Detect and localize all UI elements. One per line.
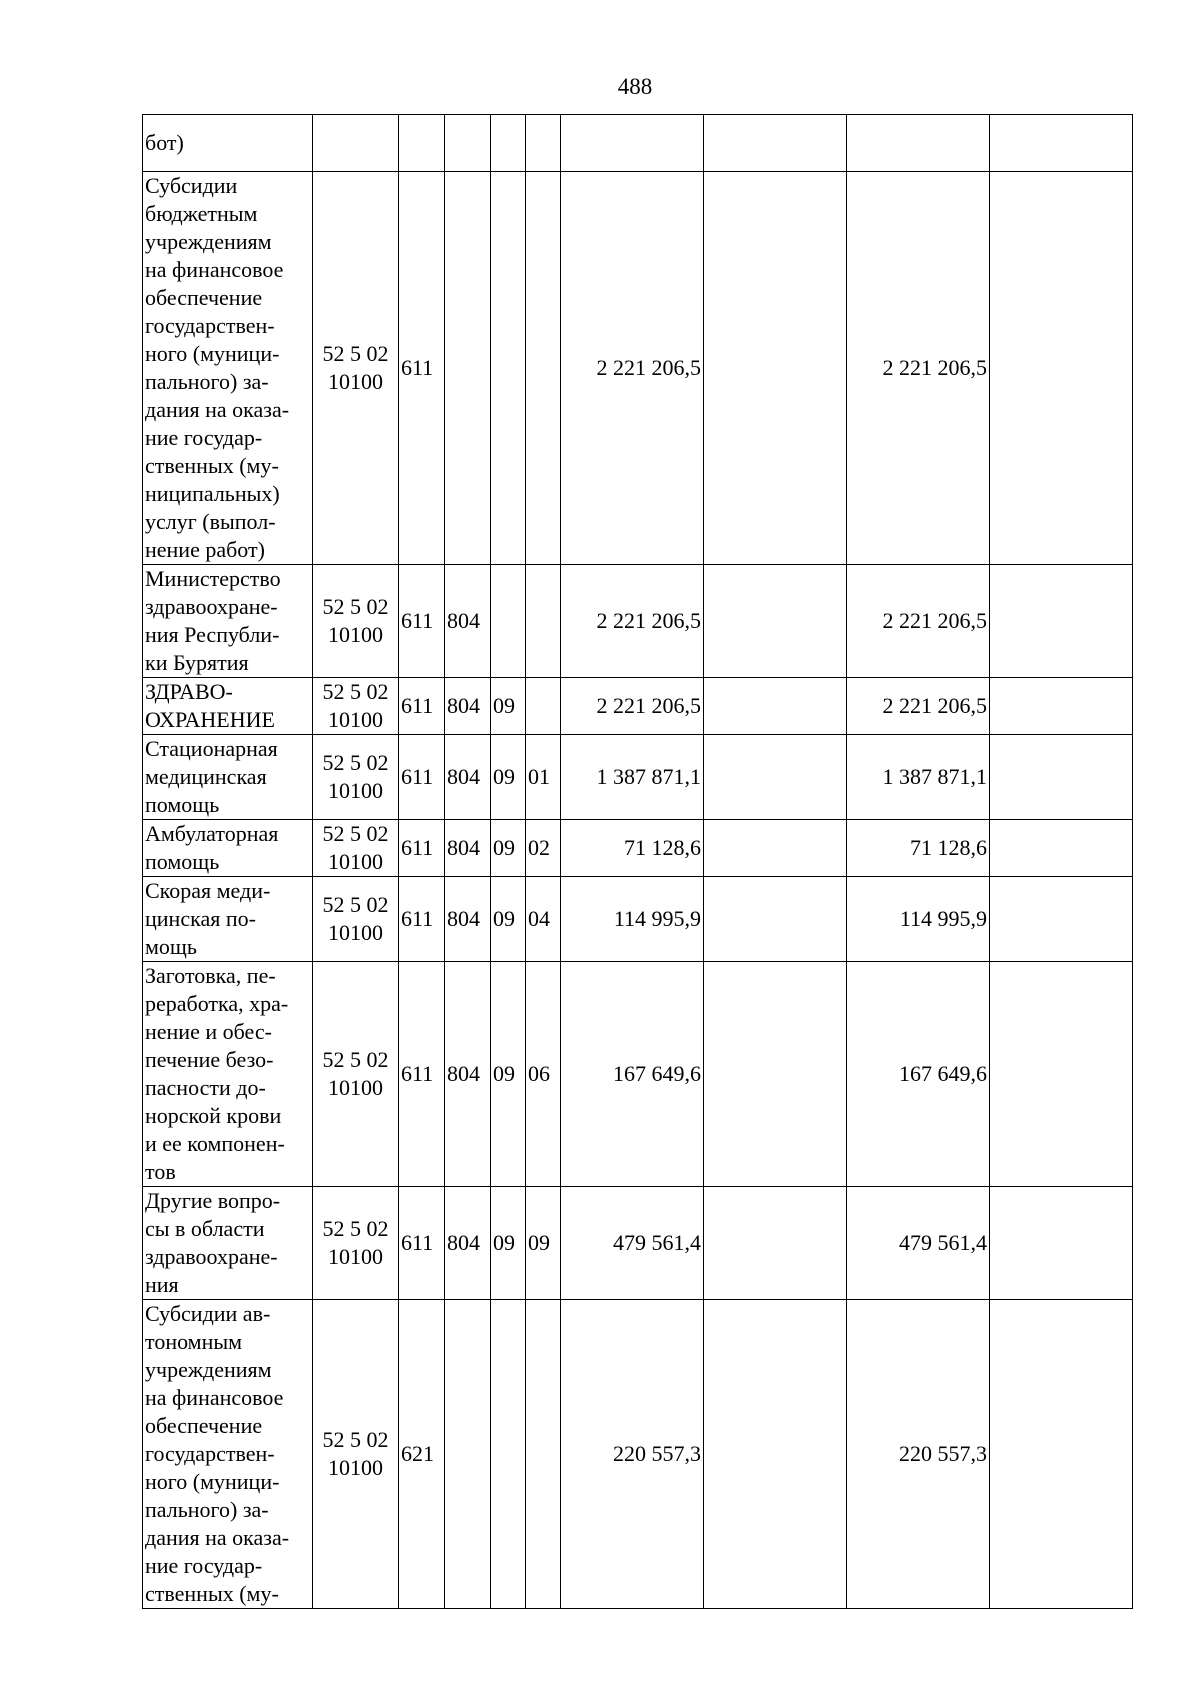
- row-name-line: помощь: [145, 849, 220, 874]
- budget-table: [142, 114, 1133, 1609]
- subsection-cell: [526, 172, 561, 565]
- federal-amount-cell: [704, 565, 847, 678]
- section-cell: [491, 565, 526, 678]
- expense-type-cell: 611: [399, 678, 445, 735]
- total-amount-cell: [561, 115, 704, 172]
- row-name-line: Субсидии ав-: [145, 1301, 271, 1326]
- extra-amount-cell: [990, 1300, 1133, 1609]
- row-name-cell: [143, 172, 313, 565]
- target-article-cell: [313, 115, 399, 172]
- row-name-line: пального) за-: [145, 369, 269, 394]
- row-name-line: государствен-: [145, 1441, 275, 1466]
- extra-amount-cell: [990, 962, 1133, 1187]
- row-name-line: ственных (му-: [145, 1581, 279, 1606]
- federal-amount-cell: [704, 172, 847, 565]
- table-row: [143, 735, 1133, 820]
- ministry-code-cell: 804: [445, 962, 491, 1187]
- row-name-line: ного (муници-: [145, 1469, 280, 1494]
- subsection-cell: [526, 115, 561, 172]
- row-name-line: услуг (выпол-: [145, 509, 276, 534]
- target-article-line: 52 5 02: [322, 341, 389, 366]
- subsection-cell: 09: [526, 1187, 561, 1300]
- expense-type-cell: 611: [399, 565, 445, 678]
- row-name-line: тов: [145, 1159, 176, 1184]
- row-name-cell: [143, 877, 313, 962]
- row-name-line: ного (муници-: [145, 341, 280, 366]
- section-cell: 09: [491, 1187, 526, 1300]
- row-name-line: обеспечение: [145, 285, 263, 310]
- total-amount-cell: 1 387 871,1: [561, 735, 704, 820]
- extra-amount-cell: [990, 877, 1133, 962]
- section-cell: 09: [491, 820, 526, 877]
- extra-amount-cell: [990, 172, 1133, 565]
- subsection-cell: 04: [526, 877, 561, 962]
- table-row: [143, 877, 1133, 962]
- target-article-cell: [313, 565, 399, 678]
- row-name-line: ниципальных): [145, 481, 280, 506]
- row-name-line: Субсидии: [145, 173, 238, 198]
- total-amount-cell: 2 221 206,5: [561, 565, 704, 678]
- regional-amount-cell: [847, 115, 990, 172]
- row-name-line: нение работ): [145, 537, 265, 562]
- row-name-line: дания на оказа-: [145, 1525, 290, 1550]
- row-name-line: Скорая меди-: [145, 878, 271, 903]
- row-name-line: учреждениям: [145, 1357, 272, 1382]
- subsection-cell: 01: [526, 735, 561, 820]
- extra-amount-cell: [990, 565, 1133, 678]
- target-article-line: 10100: [328, 1244, 383, 1269]
- federal-amount-cell: [704, 820, 847, 877]
- regional-amount-cell: 2 221 206,5: [847, 172, 990, 565]
- federal-amount-cell: [704, 1187, 847, 1300]
- row-name-line: ние государ-: [145, 425, 263, 450]
- table-row: [143, 565, 1133, 678]
- target-article-line: 52 5 02: [322, 594, 389, 619]
- row-name-line: бюджетным: [145, 201, 258, 226]
- row-name-line: сы в области: [145, 1216, 265, 1241]
- federal-amount-cell: [704, 962, 847, 1187]
- table-row: [143, 1187, 1133, 1300]
- regional-amount-cell: 114 995,9: [847, 877, 990, 962]
- row-name-line: тономным: [145, 1329, 243, 1354]
- subsection-cell: 06: [526, 962, 561, 1187]
- ministry-code-cell: 804: [445, 565, 491, 678]
- row-name-line: здравоохране-: [145, 594, 278, 619]
- row-name-line: обеспечение: [145, 1413, 263, 1438]
- target-article-cell: [313, 172, 399, 565]
- section-cell: [491, 1300, 526, 1609]
- subsection-cell: [526, 678, 561, 735]
- target-article-cell: [313, 678, 399, 735]
- row-name-cell: [143, 678, 313, 735]
- target-article-line: 10100: [328, 1075, 383, 1100]
- row-name-line: мощь: [145, 934, 197, 959]
- target-article-cell: [313, 1187, 399, 1300]
- expense-type-cell: [399, 115, 445, 172]
- expense-type-cell: 611: [399, 172, 445, 565]
- section-cell: [491, 172, 526, 565]
- total-amount-cell: 220 557,3: [561, 1300, 704, 1609]
- row-name-line: цинская по-: [145, 906, 256, 931]
- federal-amount-cell: [704, 1300, 847, 1609]
- target-article-line: 52 5 02: [322, 679, 389, 704]
- extra-amount-cell: [990, 735, 1133, 820]
- ministry-code-cell: [445, 172, 491, 565]
- extra-amount-cell: [990, 820, 1133, 877]
- row-name-cell: [143, 115, 313, 172]
- regional-amount-cell: 220 557,3: [847, 1300, 990, 1609]
- table-row: [143, 820, 1133, 877]
- row-name-cell: [143, 1300, 313, 1609]
- row-name-line: Министерство: [145, 566, 281, 591]
- target-article-line: [315, 115, 396, 143]
- row-name-line: нение и обес-: [145, 1019, 272, 1044]
- regional-amount-cell: 167 649,6: [847, 962, 990, 1187]
- row-name-line: ственных (му-: [145, 453, 279, 478]
- total-amount-cell: 2 221 206,5: [561, 172, 704, 565]
- regional-amount-cell: 71 128,6: [847, 820, 990, 877]
- table-row: [143, 678, 1133, 735]
- subsection-cell: [526, 565, 561, 678]
- row-name-line: ЗДРАВО-: [145, 679, 233, 704]
- ministry-code-cell: 804: [445, 678, 491, 735]
- target-article-cell: [313, 1300, 399, 1609]
- row-name-line: и ее компонен-: [145, 1131, 285, 1156]
- row-name-line: государствен-: [145, 313, 275, 338]
- row-name-line: помощь: [145, 792, 220, 817]
- row-name-line: реработка, хра-: [145, 991, 289, 1016]
- expense-type-cell: 611: [399, 962, 445, 1187]
- row-name-line: медицинская: [145, 764, 267, 789]
- extra-amount-cell: [990, 115, 1133, 172]
- regional-amount-cell: 2 221 206,5: [847, 678, 990, 735]
- row-name-line: Другие вопро-: [145, 1188, 281, 1213]
- target-article-line: 10100: [328, 920, 383, 945]
- row-name-line: пального) за-: [145, 1497, 269, 1522]
- federal-amount-cell: [704, 678, 847, 735]
- table-row: [143, 115, 1133, 172]
- expense-type-cell: 611: [399, 735, 445, 820]
- row-name-line: пасности до-: [145, 1075, 266, 1100]
- table-row: [143, 1300, 1133, 1609]
- ministry-code-cell: 804: [445, 820, 491, 877]
- row-name-line: ОХРАНЕНИЕ: [145, 707, 275, 732]
- row-name-line: бот): [145, 130, 184, 155]
- target-article-line: 10100: [328, 849, 383, 874]
- table-row: [143, 172, 1133, 565]
- target-article-line: [315, 143, 396, 171]
- target-article-line: 52 5 02: [322, 821, 389, 846]
- row-name-cell: [143, 1187, 313, 1300]
- ministry-code-cell: [445, 115, 491, 172]
- subsection-cell: [526, 1300, 561, 1609]
- target-article-line: 10100: [328, 622, 383, 647]
- row-name-line: ки Бурятия: [145, 650, 249, 675]
- target-article-line: 10100: [328, 707, 383, 732]
- section-cell: 09: [491, 735, 526, 820]
- row-name-line: норской крови: [145, 1103, 282, 1128]
- target-article-line: 52 5 02: [322, 892, 389, 917]
- extra-amount-cell: [990, 1187, 1133, 1300]
- row-name-line: дания на оказа-: [145, 397, 290, 422]
- total-amount-cell: 2 221 206,5: [561, 678, 704, 735]
- target-article-line: 52 5 02: [322, 1047, 389, 1072]
- total-amount-cell: 114 995,9: [561, 877, 704, 962]
- federal-amount-cell: [704, 115, 847, 172]
- regional-amount-cell: 1 387 871,1: [847, 735, 990, 820]
- row-name-line: печение безо-: [145, 1047, 274, 1072]
- ministry-code-cell: 804: [445, 877, 491, 962]
- target-article-line: 52 5 02: [322, 1427, 389, 1452]
- total-amount-cell: 71 128,6: [561, 820, 704, 877]
- expense-type-cell: 611: [399, 820, 445, 877]
- total-amount-cell: 479 561,4: [561, 1187, 704, 1300]
- target-article-cell: [313, 962, 399, 1187]
- regional-amount-cell: 479 561,4: [847, 1187, 990, 1300]
- federal-amount-cell: [704, 877, 847, 962]
- ministry-code-cell: [445, 1300, 491, 1609]
- expense-type-cell: 611: [399, 1187, 445, 1300]
- row-name-line: учреждениям: [145, 229, 272, 254]
- target-article-line: 10100: [328, 369, 383, 394]
- row-name-cell: [143, 735, 313, 820]
- total-amount-cell: 167 649,6: [561, 962, 704, 1187]
- table-row: [143, 962, 1133, 1187]
- regional-amount-cell: 2 221 206,5: [847, 565, 990, 678]
- section-cell: 09: [491, 962, 526, 1187]
- page-number: 488: [617, 74, 653, 99]
- expense-type-cell: 621: [399, 1300, 445, 1609]
- subsection-cell: 02: [526, 820, 561, 877]
- row-name-line: на финансовое: [145, 1385, 284, 1410]
- target-article-line: 10100: [328, 1455, 383, 1480]
- section-cell: [491, 115, 526, 172]
- row-name-line: Амбулаторная: [145, 821, 279, 846]
- ministry-code-cell: 804: [445, 1187, 491, 1300]
- extra-amount-cell: [990, 678, 1133, 735]
- section-cell: 09: [491, 877, 526, 962]
- row-name-line: ния Республи-: [145, 622, 280, 647]
- target-article-cell: [313, 735, 399, 820]
- row-name-cell: [143, 962, 313, 1187]
- target-article-cell: [313, 820, 399, 877]
- row-name-line: на финансовое: [145, 257, 284, 282]
- row-name-line: здравоохране-: [145, 1244, 278, 1269]
- row-name-cell: [143, 820, 313, 877]
- row-name-line: ние государ-: [145, 1553, 263, 1578]
- target-article-cell: [313, 877, 399, 962]
- row-name-line: Стационарная: [145, 736, 278, 761]
- row-name-line: Заготовка, пе-: [145, 963, 276, 988]
- federal-amount-cell: [704, 735, 847, 820]
- ministry-code-cell: 804: [445, 735, 491, 820]
- row-name-cell: [143, 565, 313, 678]
- target-article-line: 52 5 02: [322, 750, 389, 775]
- row-name-line: ния: [145, 1272, 179, 1297]
- expense-type-cell: 611: [399, 877, 445, 962]
- target-article-line: 10100: [328, 778, 383, 803]
- target-article-line: 52 5 02: [322, 1216, 389, 1241]
- section-cell: 09: [491, 678, 526, 735]
